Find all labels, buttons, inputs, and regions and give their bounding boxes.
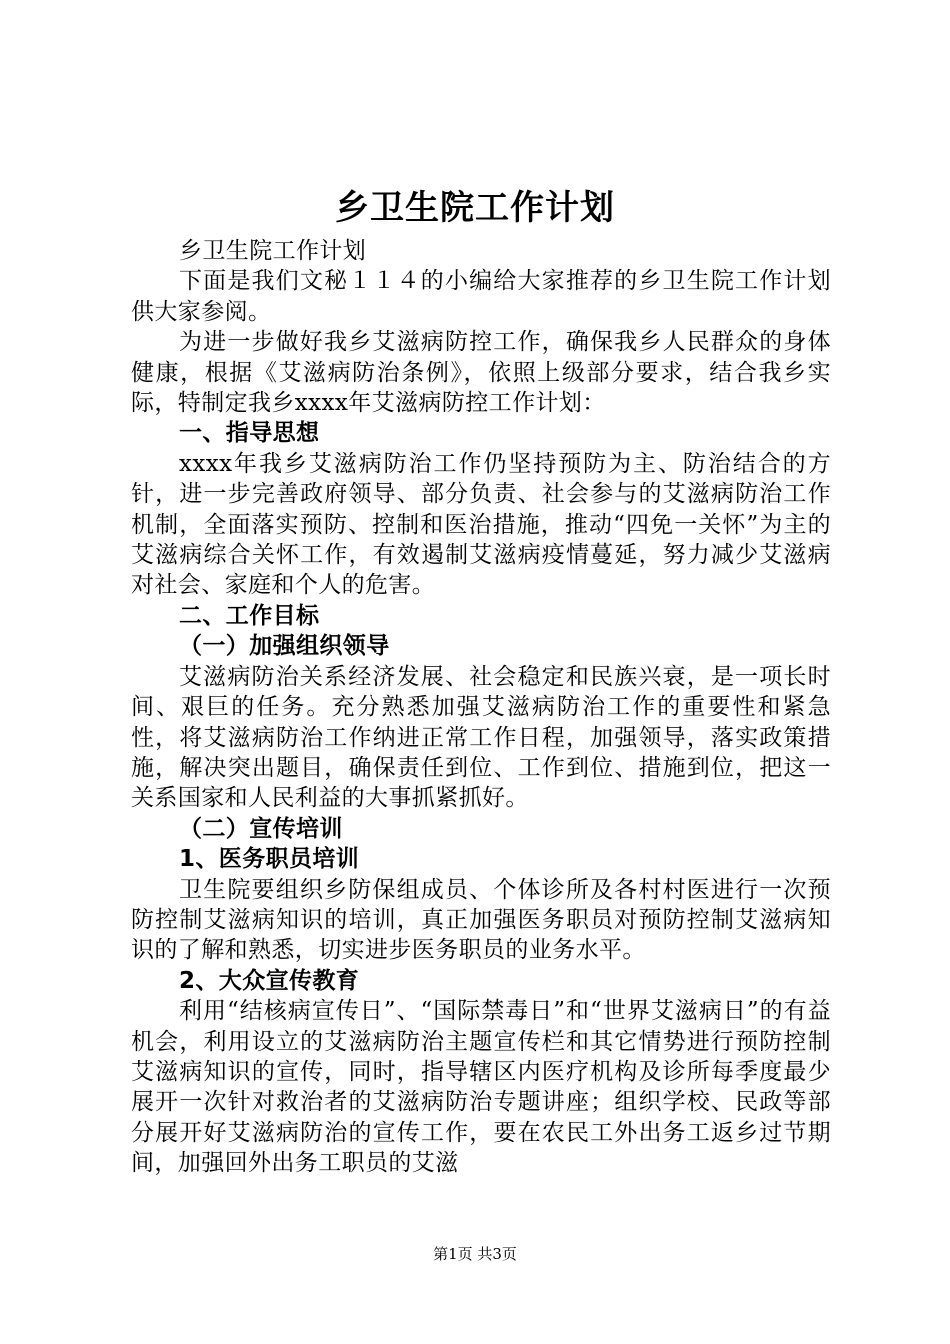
document-body bbox=[131, 236, 831, 1179]
document-title: 乡卫生院工作计划 bbox=[335, 188, 615, 228]
paragraph: 艾滋病防治关系经济发展、社会稳定和民族兴衰，是一项长时间、艰巨的任务。充分熟悉加强艾滋病防治工作的重要性和紧急性，将艾滋病防治工作纳进正常工作日程，加强领导，落实政策措施，解决突出题目，确保责任到位、工作到位、措施到位，把这一关系国家和人民利益的大事抓紧抓好。 bbox=[131, 663, 831, 812]
section-heading: 一、指导思想 bbox=[179, 420, 320, 447]
section-heading: 二、工作目标 bbox=[179, 602, 320, 629]
paragraph: 利用“结核病宣传日”、“国际禁毒日”和“世界艾滋病日”的有益机会，利用设立的艾滋病防治主题宣传栏和其它情势进行预防控制艾滋病知识的宣传，同时，指导辖区内医疗机构及诊所每季度最少展开一次针对救治者的艾滋病防治专题讲座；组织学校、民政等部分展开好艾滋病防治的宣传工作，要在农民工外出务工返乡过节期间，加强回外出务工职员的艾滋 bbox=[131, 998, 831, 1177]
subsection-heading: 1、医务职员培训 bbox=[179, 846, 360, 873]
paragraph: 乡卫生院工作计划 bbox=[179, 238, 367, 264]
subsection-heading: （二）宣传培训 bbox=[179, 815, 343, 842]
page-footer: 第1页 共3页 bbox=[433, 1245, 517, 1263]
subsection-heading: 2、大众宣传教育 bbox=[179, 967, 360, 994]
paragraph: 卫生院要组织乡防保组成员、个体诊所及各村村医进行一次预防控制艾滋病知识的培训，真正加强医务职员对预防控制艾滋病知识的了解和熟悉，切实进步医务职员的业务水平。 bbox=[131, 876, 831, 964]
paragraph: 下面是我们文秘１１４的小编给大家推荐的乡卫生院工作计划供大家参阅。 bbox=[131, 268, 831, 325]
subsection-heading: （一）加强组织领导 bbox=[179, 633, 390, 660]
paragraph: xxxx年我乡艾滋病防治工作仍坚持预防为主、防治结合的方针，进一步完善政府领导、部分负责、社会参与的艾滋病防治工作机制，全面落实预防、控制和医治措施，推动“四免一关怀”为主的艾滋病综合关怀工作，有效遏制艾滋病疫情蔓延，努力减少艾滋病对社会、家庭和个人的危害。 bbox=[131, 450, 831, 599]
paragraph: 为进一步做好我乡艾滋病防控工作，确保我乡人民群众的身体健康，根据《艾滋病防治条例》，依照上级部分要求，结合我乡实际，特制定我乡xxxx年艾滋病防控工作计划： bbox=[131, 329, 831, 417]
